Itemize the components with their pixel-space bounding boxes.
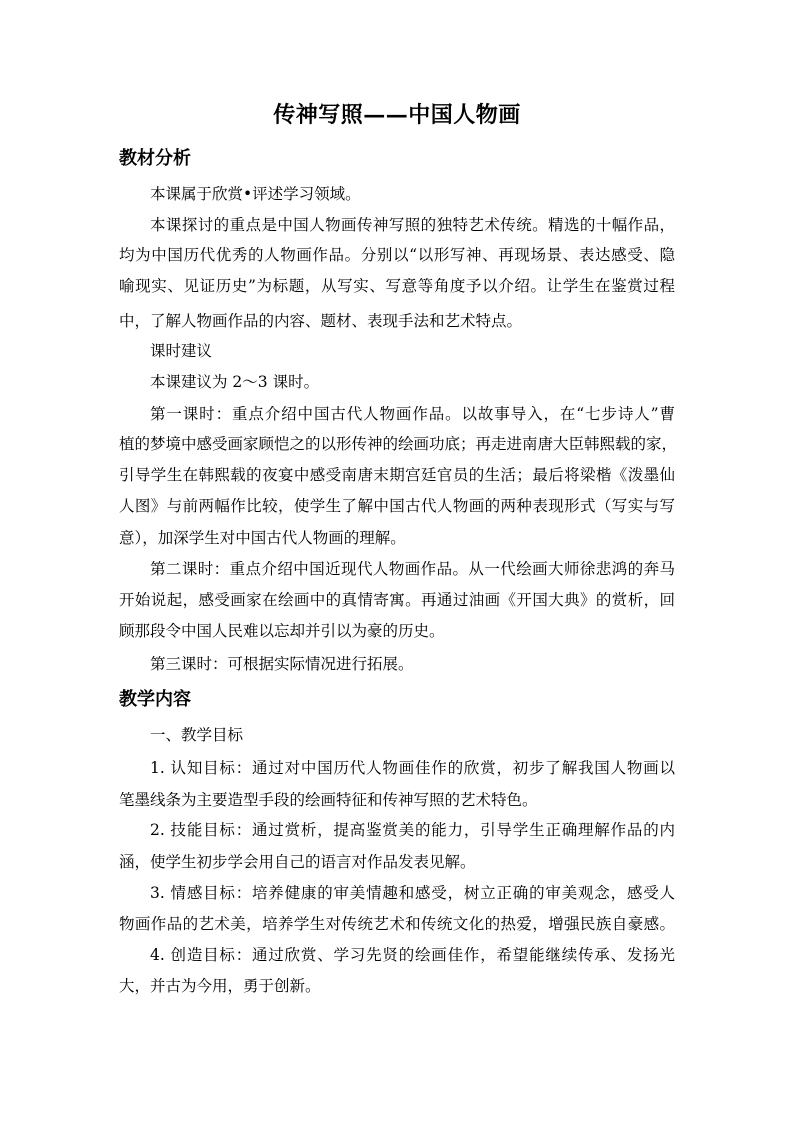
paragraph-line: 开始说起，感受画家在绘画中的真情寄寓。再通过油画《开国大典》的赏析，回 xyxy=(119,591,675,609)
section-heading-teaching-content: 教学内容 xyxy=(119,689,191,710)
paragraph-line: 4. 创造目标：通过欣赏、学习先贤的绘画佳作，希望能继续传承、发扬光 xyxy=(150,946,675,964)
paragraph-line: 笔墨线条为主要造型手段的绘画特征和传神写照的艺术特色。 xyxy=(119,791,538,809)
paragraph-line: 中，了解人物画作品的内容、题材、表现手法和艺术特点。 xyxy=(119,312,523,330)
paragraph-line: 第二课时：重点介绍中国近现代人物画作品。从一代绘画大师徐悲鸿的奔马 xyxy=(150,560,675,578)
document-title: 传神写照——中国人物画 xyxy=(273,102,521,128)
paragraph-line: 本课探讨的重点是中国人物画传神写照的独特艺术传统。精选的十幅作品， xyxy=(150,216,675,234)
paragraph-line: 物画作品的艺术美，培养学生对传统艺术和传统文化的热爱，增强民族自豪感。 xyxy=(119,915,675,933)
paragraph-line: 大，并古为今用，勇于创新。 xyxy=(119,977,321,995)
paragraph-line: 涵，使学生初步学会用自己的语言对作品发表见解。 xyxy=(119,853,476,871)
paragraph-line: 2. 技能目标：通过赏析，提高鉴赏美的能力，引导学生正确理解作品的内 xyxy=(150,821,675,839)
paragraph-line: 植的梦境中感受画家顾恺之的以形传神的绘画功底；再走进南唐大臣韩熙载的家， xyxy=(119,435,678,453)
paragraph-line: 本课建议为 2～3 课时。 xyxy=(150,373,320,391)
subheading-teaching-goals: 一、教学目标 xyxy=(150,726,244,744)
paragraph-line: 意），加深学生对中国古代人物画的理解。 xyxy=(119,529,406,547)
paragraph-line: 1. 认知目标：通过对中国历代人物画佳作的欣赏，初步了解我国人物画以 xyxy=(150,759,675,777)
paragraph-line: 喻现实、见证历史”为标题，从写实、写意等角度予以介绍。让学生在鉴赏过程 xyxy=(119,277,675,295)
paragraph-line: 本课属于欣赏•评述学习领域。 xyxy=(150,185,361,203)
section-heading-textbook-analysis: 教材分析 xyxy=(119,148,191,169)
paragraph-line: 顾那段令中国人民难以忘却并引以为豪的历史。 xyxy=(119,622,445,640)
paragraph-line: 引导学生在韩熙载的夜宴中感受南唐末期宫廷官员的生活；最后将梁楷《泼墨仙 xyxy=(119,466,675,484)
paragraph-line: 第一课时：重点介绍中国古代人物画作品。以故事导入，在“七步诗人”曹 xyxy=(150,405,675,423)
subheading-lesson-suggestion: 课时建议 xyxy=(150,342,213,360)
paragraph-line: 人图》与前两幅作比较，使学生了解中国古代人物画的两种表现形式（写实与写 xyxy=(119,497,675,515)
paragraph-line: 3. 情感目标：培养健康的审美情趣和感受，树立正确的审美观念，感受人 xyxy=(150,884,675,902)
paragraph-line: 均为中国历代优秀的人物画作品。分别以“以形写神、再现场景、表达感受、隐 xyxy=(119,246,675,264)
paragraph-line: 第三课时：可根据实际情况进行拓展。 xyxy=(150,655,414,673)
